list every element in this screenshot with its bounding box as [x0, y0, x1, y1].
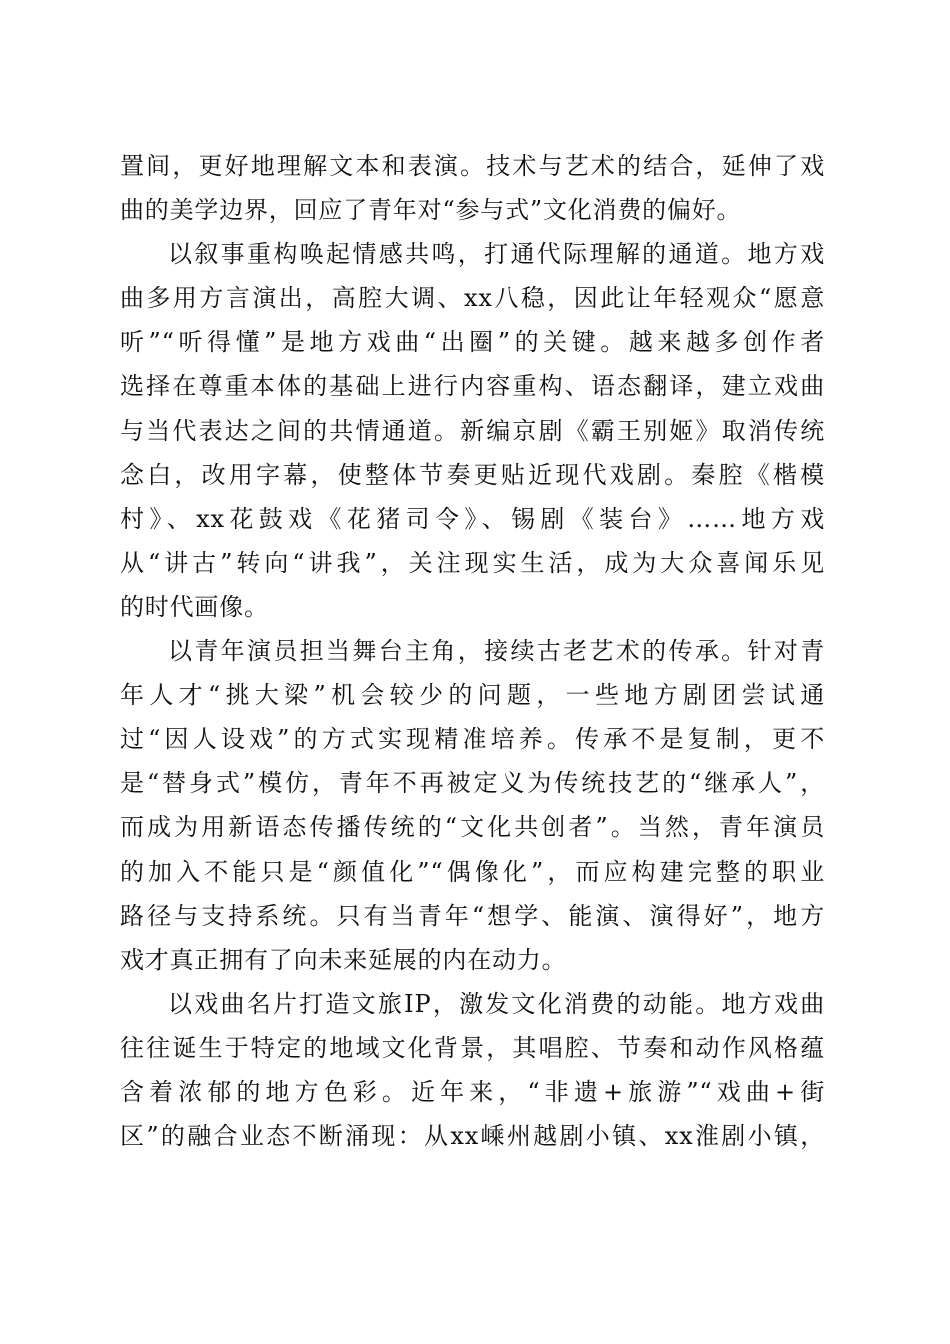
text-line: 曲多用方言演出，高腔大调、xx八稳，因此让年轻观众“愿意 [120, 284, 825, 313]
paragraph-start-line: 以叙事重构唤起情感共鸣，打通代际理解的通道。地方戏 [168, 240, 825, 269]
text-line: 村》、xx花鼓戏《花猪司令》、锡剧《装台》……地方戏 [120, 504, 825, 533]
text-line: 曲的美学边界，回应了青年对“参与式”文化消费的偏好。 [120, 196, 742, 225]
paragraph-start-line: 以戏曲名片打造文旅IP，激发文化消费的动能。地方戏曲 [168, 989, 825, 1018]
text-line: 路径与支持系统。只有当青年“想学、能演、演得好”，地方 [120, 901, 825, 930]
text-line: 置间，更好地理解文本和表演。技术与艺术的结合，延伸了戏 [120, 152, 825, 180]
text-line: 而成为用新语态传播传统的“文化共创者”。当然，青年演员 [120, 813, 825, 842]
text-line: 含着浓郁的地方色彩。近年来，“非遗+旅游”“戏曲+街 [120, 1077, 825, 1106]
text-line: 从“讲古”转向“讲我”，关注现实生活，成为大众喜闻乐见 [120, 548, 825, 577]
text-line: 听”“听得懂”是地方戏曲“出圈”的关键。越来越多创作者 [120, 328, 825, 357]
text-line: 与当代表达之间的共情通道。新编京剧《霸王别姬》取消传统 [120, 416, 825, 445]
text-line: 的时代画像。 [120, 592, 269, 621]
text-line: 是“替身式”模仿，青年不再被定义为传统技艺的“继承人”， [120, 769, 825, 798]
text-line: 区”的融合业态不断涌现：从xx嵊州越剧小镇、xx淮剧小镇， [120, 1122, 825, 1151]
text-line: 过“因人设戏”的方式实现精准培养。传承不是复制，更不 [120, 725, 825, 754]
body-text [120, 144, 825, 1158]
text-line: 年人才“挑大梁”机会较少的问题，一些地方剧团尝试通 [120, 681, 825, 710]
paragraph-start-line: 以青年演员担当舞台主角，接续古老艺术的传承。针对青 [168, 637, 825, 666]
text-line: 选择在尊重本体的基础上进行内容重构、语态翻译，建立戏曲 [120, 372, 825, 401]
text-line: 戏才真正拥有了向未来延展的内在动力。 [120, 945, 567, 974]
text-line: 往往诞生于特定的地域文化背景，其唱腔、节奏和动作风格蕴 [120, 1033, 825, 1062]
text-line: 的加入不能只是“颜值化”“偶像化”，而应构建完整的职业 [120, 857, 825, 886]
text-line: 念白，改用字幕，使整体节奏更贴近现代戏剧。秦腔《楷模 [120, 460, 825, 489]
